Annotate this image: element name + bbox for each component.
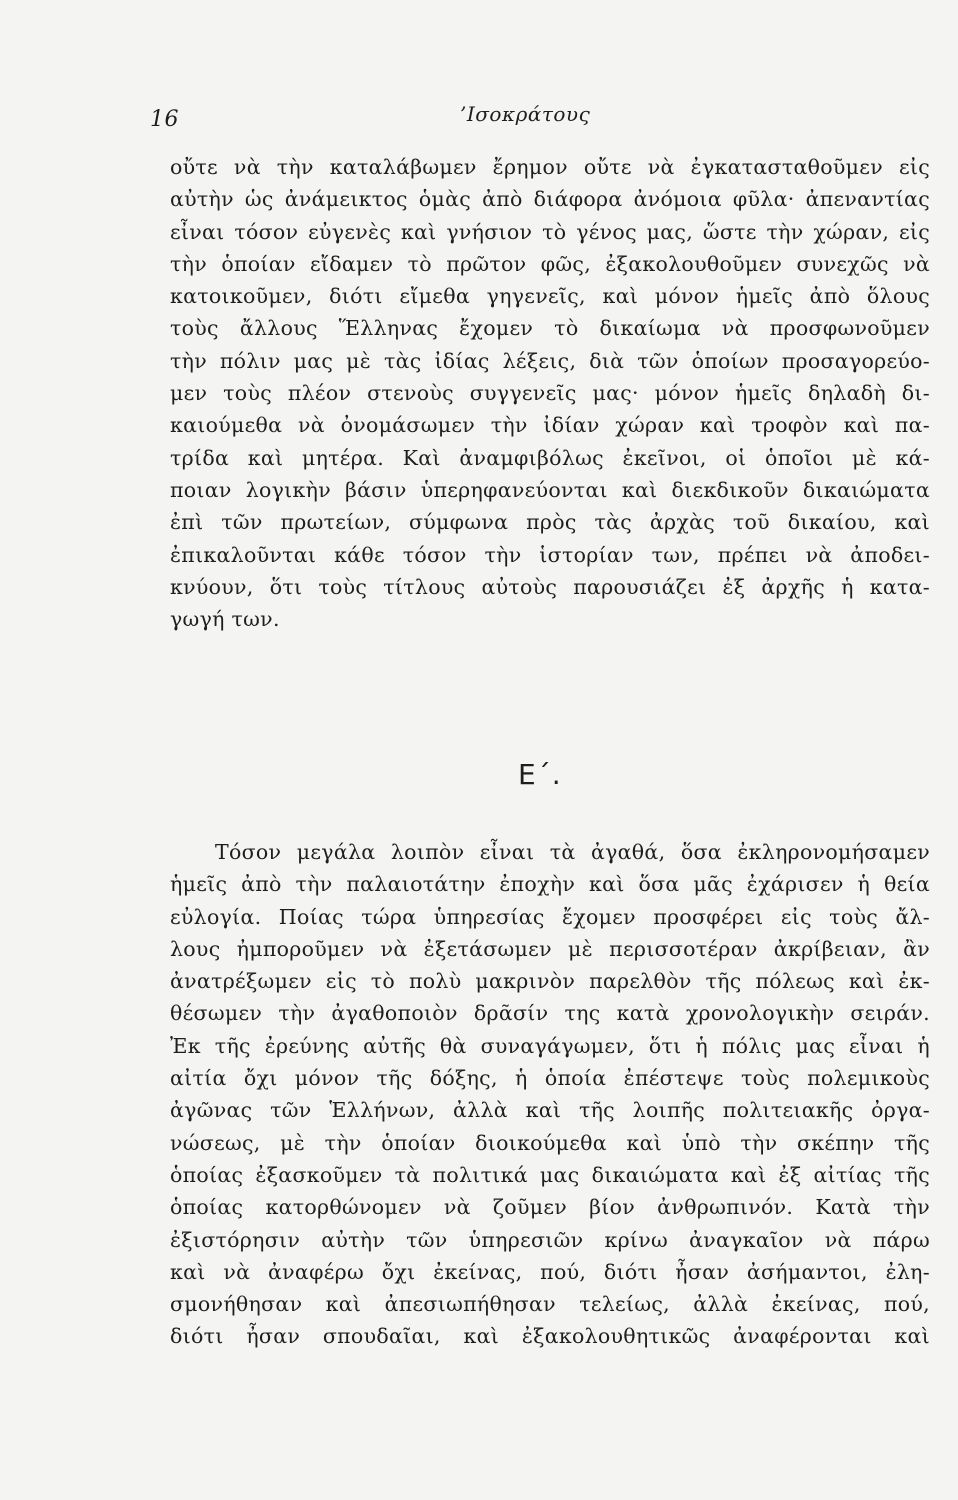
text-line: εἶναι τόσον εὐγενὲς καὶ γνήσιον τὸ γένος μας, ὥστε τὴν χώραν, εἰς [170,219,930,244]
text-line: ὁποίας ἐξασκοῦμεν τὰ πολιτικά μας δικαιώματα καὶ ἐξ αἰτίας τῆς [170,1162,930,1187]
text-line: μεν τοὺς πλέον στενοὺς συγγενεῖς μας· μόνον ἡμεῖς δηλαδὴ δι- [170,381,930,406]
text-line: θέσωμεν τὴν ἀγαθοποιὸν δρᾶσίν της κατὰ χρονολογικὴν σειράν. [170,1001,930,1026]
text-line: λους ἠμποροῦμεν νὰ ἐξετάσωμεν μὲ περισσοτέραν ἀκρίβειαν, ἂν [170,936,930,961]
text-line: ὁποίας κατορθώνομεν νὰ ζοῦμεν βίον ἀνθρωπινόν. Κατὰ τὴν [170,1195,930,1220]
text-line: αὐτὴν ὡς ἀνάμεικτος ὁμὰς ἀπὸ διάφορα ἀνόμοια φῦλα· ἀπεναντίας [170,187,930,212]
text-line: γωγή των. [170,607,280,632]
text-line: ἀνατρέξωμεν εἰς τὸ πολὺ μακρινὸν παρελθὸν τῆς πόλεως καὶ ἐκ- [170,969,930,994]
text-line: καὶ νὰ ἀναφέρω ὄχι ἐκείνας, πού, διότι ἦσαν ἀσήμαντοι, ἐλη- [170,1259,930,1284]
text-line: κνύουν, ὅτι τοὺς τίτλους αὐτοὺς παρουσιάζει ἐξ ἀρχῆς ἡ κατα- [170,574,930,599]
text-line: τὴν ὁποίαν εἴδαμεν τὸ πρῶτον φῶς, ἐξακολουθοῦμεν συνεχῶς νὰ [170,251,930,276]
text-line: Τόσον μεγάλα λοιπὸν εἶναι τὰ ἀγαθά, ὅσα ἐκληρονομήσαμεν [215,840,930,864]
text-line: τοὺς ἄλλους Ἕλληνας ἔχομεν τὸ δικαίωμα νὰ προσφωνοῦμεν [170,316,930,341]
text-line: τὴν πόλιν μας μὲ τὰς ἰδίας λέξεις, διὰ τῶν ὁποίων προσαγορεύο- [170,348,930,373]
section-heading: Ε΄. [518,758,562,791]
paragraph-2 [170,836,930,1353]
text-line: Ἐκ τῆς ἐρεύνης αὐτῆς θὰ συναγάγωμεν, ὅτι ἡ πόλις μας εἶναι ἡ [170,1033,930,1058]
text-line: οὔτε νὰ τὴν καταλάβωμεν ἔρημον οὔτε νὰ ἐγκατασταθοῦμεν εἰς [170,155,930,179]
paragraph-1 [170,151,930,635]
text-line: σμονήθησαν καὶ ἀπεσιωπήθησαν τελείως, ἀλλὰ ἐκείνας, πού, [170,1292,930,1317]
running-title: ’Ισοκράτους [460,102,591,126]
text-line: εὐλογία. Ποίας τώρα ὑπηρεσίας ἔχομεν προσφέρει εἰς τοὺς ἄλ- [170,904,930,929]
text-line: αἰτία ὄχι μόνον τῆς δόξης, ἡ ὁποία ἐπέστεψε τοὺς πολεμικοὺς [170,1066,930,1091]
text-line: καιούμεθα νὰ ὀνομάσωμεν τὴν ἰδίαν χώραν καὶ τροφὸν καὶ πα- [170,413,930,438]
text-line: τρίδα καὶ μητέρα. Καὶ ἀναμφιβόλως ἐκεῖνοι, οἱ ὁποῖοι μὲ κά- [170,445,930,470]
text-line: διότι ἦσαν σπουδαῖαι, καὶ ἐξακολουθητικῶς ἀναφέρονται καὶ [170,1324,930,1349]
text-line: ἀγῶνας τῶν Ἑλλήνων, ἀλλὰ καὶ τῆς λοιπῆς πολιτειακῆς ὀργα- [170,1098,930,1123]
text-line: ἡμεῖς ἀπὸ τὴν παλαιοτάτην ἐποχὴν καὶ ὅσα μᾶς ἐχάρισεν ἡ θεία [170,872,930,897]
text-line: ποιαν λογικὴν βάσιν ὑπερηφανεύονται καὶ διεκδικοῦν δικαιώματα [170,477,930,502]
text-line: ἐξιστόρησιν αὐτὴν τῶν ὑπηρεσιῶν κρίνω ἀναγκαῖον νὰ πάρω [170,1227,930,1252]
text-line: κατοικοῦμεν, διότι εἴμεθα γηγενεῖς, καὶ μόνον ἡμεῖς ἀπὸ ὅλους [170,284,930,309]
page-number: 16 [150,107,179,132]
text-line: ἐπικαλοῦνται κάθε τόσον τὴν ἱστορίαν των, πρέπει νὰ ἀποδει- [170,542,930,567]
text-line: ἐπὶ τῶν πρωτείων, σύμφωνα πρὸς τὰς ἀρχὰς τοῦ δικαίου, καὶ [170,510,930,535]
text-line: νώσεως, μὲ τὴν ὁποίαν διοικούμεθα καὶ ὑπὸ τὴν σκέπην τῆς [170,1130,930,1155]
